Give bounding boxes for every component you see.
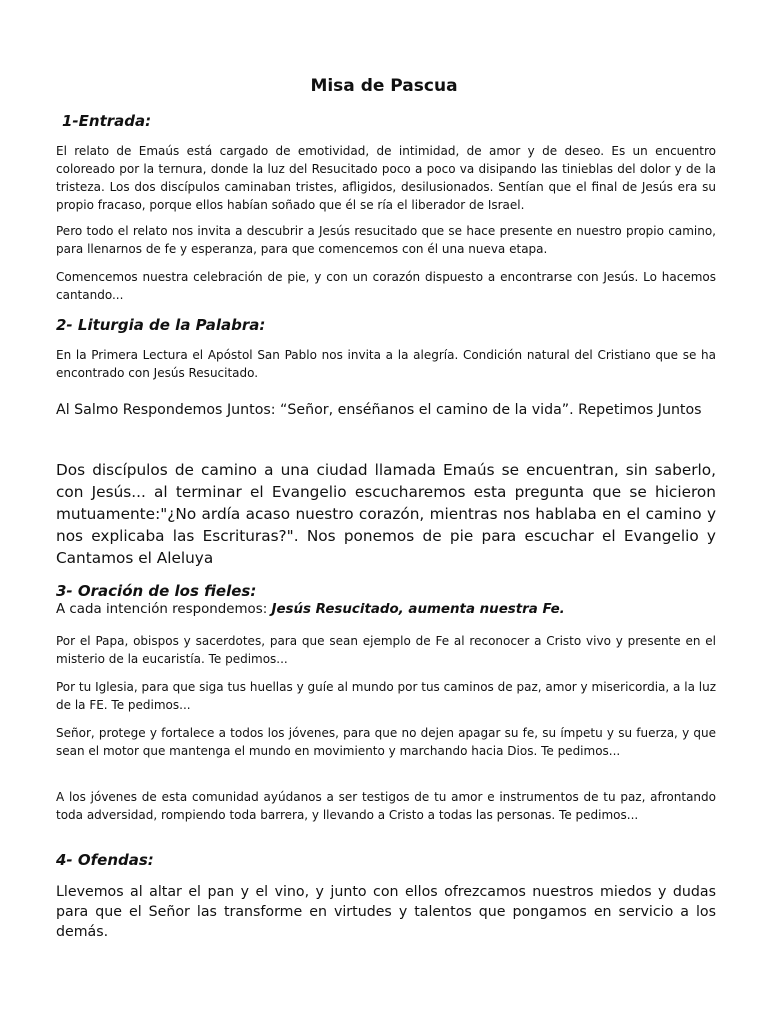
section-heading-oracion: 3- Oración de los fieles: [56,582,257,600]
paragraph: Comencemos nuestra celebración de pie, y con un corazón dispuesto a encontrarse con Jesús. Lo hacemos cantando... [56,270,716,302]
response-intro: A cada intención respondemos: [56,602,268,617]
paragraph: En la Primera Lectura el Apóstol San Pablo nos invita a la alegría. Condición natural del Cristiano que se ha encontrado con Jesús Resucitado. [56,348,716,380]
paragraph: El relato de Emaús está cargado de emotividad, de intimidad, de amor y de deseo. Es un encuentro coloreado por la ternura, donde la luz del Resucitado poco a poco va disipando las tinieblas del dolor y de la tristeza. Los dos discípulos caminaban tristes, afligidos, desilusionados. Sentían que el final de Jesús era su propio fracaso, porque ellos habían soñado que él se ría el liberador de Israel. [56,144,716,212]
document-title: Misa de Pascua [310,76,458,96]
paragraph: Pero todo el relato nos invita a descubrir a Jesús resucitado que se hace presente en nuestro propio camino, para llenarnos de fe y esperanza, para que comencemos con él una nueva etapa. [56,224,716,256]
response-text: Jesús Resucitado, aumenta nuestra Fe. [271,602,565,617]
intention-paragraph: A los jóvenes de esta comunidad ayúdanos a ser testigos de tu amor e instrumentos de tu paz, afrontando toda adversidad, rompiendo toda barrera, y llevando a Cristo a todas las personas. Te pedimos... [56,790,716,822]
section-heading-ofendas: 4- Ofendas: [56,851,154,869]
intention-paragraph: Señor, protege y fortalece a todos los jóvenes, para que no dejen apagar su fe, su ímpetu y su fuerza, y que sean el motor que mantenga el mundo en movimiento y marchando hacia Dios. Te pedimos... [56,726,716,758]
evangelio-paragraph: Dos discípulos de camino a una ciudad llamada Emaús se encuentran, sin saberlo, con Jesús... al terminar el Evangelio escucharemos esta pregunta que se hicieron mutuamente:"¿No ardía acaso nuestro corazón, mientras nos hablaba en el camino y nos explicaba las Escrituras?". Nos ponemos de pie para escuchar el Evangelio y Cantamos el Aleluya [56,461,716,567]
salmo-paragraph: Al Salmo Respondemos Juntos: “Señor, enséñanos el camino de la vida”. Repetimos Juntos [56,402,702,418]
section-heading-entrada: 1-Entrada: [62,112,152,130]
section-heading-liturgia: 2- Liturgia de la Palabra: [56,316,266,334]
intention-paragraph: Por tu Iglesia, para que siga tus huellas y guíe al mundo por tus caminos de paz, amor y misericordia, a la luz de la FE. Te pedimos... [56,680,716,712]
intention-paragraph: Por el Papa, obispos y sacerdotes, para que sean ejemplo de Fe al reconocer a Cristo vivo y presente en el misterio de la eucaristía. Te pedimos... [56,634,716,666]
response-line [56,602,565,617]
paragraph: Llevemos al altar el pan y el vino, y junto con ellos ofrezcamos nuestros miedos y dudas para que el Señor las transforme en virtudes y talentos que pongamos en servicio a los demás. [56,884,716,940]
